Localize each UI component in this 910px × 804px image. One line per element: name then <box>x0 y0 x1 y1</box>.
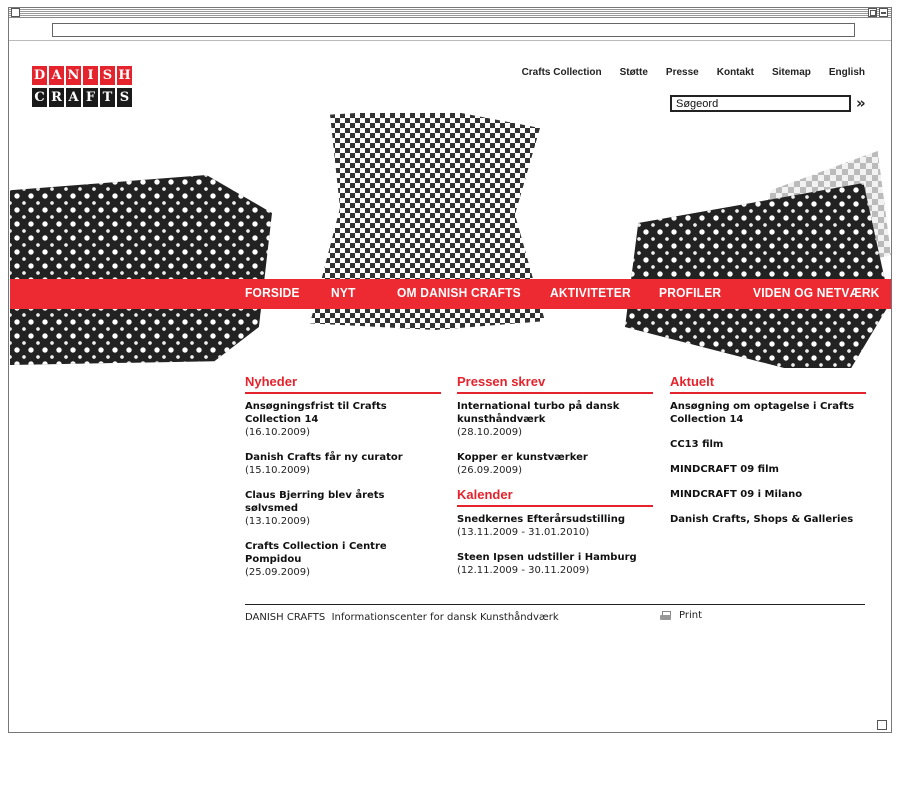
news-date: (15.10.2009) <box>245 465 311 476</box>
logo-letter: A <box>66 88 81 107</box>
close-box-icon[interactable] <box>11 8 20 17</box>
danish-crafts-logo[interactable] <box>32 66 132 110</box>
footer-divider <box>245 604 865 605</box>
news-title[interactable]: Claus Bjerring blev årets sølvsmed <box>245 490 385 514</box>
logo-row-crafts <box>32 88 132 107</box>
current-title[interactable]: MINDCRAFT 09 i Milano <box>670 489 803 500</box>
logo-letter: A <box>49 66 64 85</box>
calendar-heading: Kalender <box>457 487 653 507</box>
main-nav <box>245 286 880 300</box>
news-date: (25.09.2009) <box>245 567 311 578</box>
pillow-image-left <box>10 175 272 365</box>
address-bar[interactable] <box>52 23 855 37</box>
nav-link-stoette[interactable]: Støtte <box>619 67 648 78</box>
hero-banner <box>10 113 891 368</box>
current-item[interactable] <box>670 513 866 526</box>
calendar-item[interactable] <box>457 513 653 539</box>
current-heading: Aktuelt <box>670 374 866 394</box>
news-column <box>245 374 441 591</box>
news-date: (16.10.2009) <box>245 427 311 438</box>
news-item[interactable] <box>245 540 441 579</box>
main-nav-aktiviteter[interactable]: AKTIVITETER <box>550 285 631 301</box>
calendar-date: (12.11.2009 - 30.11.2009) <box>457 565 590 576</box>
logo-letter: R <box>49 88 64 107</box>
logo-letter: I <box>83 66 98 85</box>
browser-window <box>8 7 892 733</box>
title-bar[interactable] <box>9 8 891 18</box>
zoom-box-icon[interactable] <box>868 8 877 17</box>
press-date: (26.09.2009) <box>457 465 523 476</box>
press-heading: Pressen skrev <box>457 374 653 394</box>
main-nav-forside[interactable]: FORSIDE <box>245 285 300 301</box>
print-button[interactable] <box>660 610 702 621</box>
logo-letter: T <box>100 88 115 107</box>
press-column <box>457 374 653 589</box>
printer-icon <box>660 611 671 621</box>
nav-link-english[interactable]: English <box>828 67 865 78</box>
press-title[interactable]: Kopper er kunstværker <box>457 452 588 463</box>
news-heading: Nyheder <box>245 374 441 394</box>
press-item[interactable] <box>457 451 653 477</box>
main-nav-om-danish-crafts[interactable]: OM DANISH CRAFTS <box>397 285 521 301</box>
calendar-title[interactable]: Steen Ipsen udstiller i Hamburg <box>457 552 637 563</box>
current-item[interactable] <box>670 463 866 476</box>
footer-tagline: Informationscenter for dansk Kunsthåndværk <box>331 612 559 623</box>
resize-grip-icon[interactable] <box>877 720 887 730</box>
main-nav-viden-og-netvaerk[interactable]: VIDEN OG NETVÆRK <box>753 285 880 301</box>
search-input[interactable]: Søgeord <box>670 95 851 112</box>
search-submit-icon[interactable]: » <box>856 94 863 112</box>
news-item[interactable] <box>245 400 441 439</box>
collapse-box-icon[interactable] <box>879 8 888 17</box>
logo-letter: H <box>118 68 131 83</box>
logo-letter: F <box>83 88 98 107</box>
footer-org: DANISH CRAFTS <box>245 612 326 623</box>
current-title[interactable]: Danish Crafts, Shops & Galleries <box>670 514 854 525</box>
calendar-item[interactable] <box>457 551 653 577</box>
utility-nav <box>504 67 865 78</box>
current-item[interactable] <box>670 438 866 451</box>
logo-letter: C <box>32 88 47 107</box>
logo-row-danish <box>32 66 132 85</box>
print-label: Print <box>679 610 703 621</box>
pillow-image-right <box>625 183 890 368</box>
press-item[interactable] <box>457 400 653 439</box>
press-title[interactable]: International turbo på dansk kunsthåndværk <box>457 401 620 425</box>
news-title[interactable]: Ansøgningsfrist til Crafts Collection 14 <box>245 401 387 425</box>
news-item[interactable] <box>245 451 441 477</box>
current-title[interactable]: CC13 film <box>670 439 724 450</box>
nav-link-presse[interactable]: Presse <box>665 67 699 78</box>
nav-link-kontakt[interactable]: Kontakt <box>716 67 754 78</box>
nav-link-sitemap[interactable]: Sitemap <box>771 67 811 78</box>
news-date: (13.10.2009) <box>245 516 311 527</box>
logo-letter: S <box>100 66 115 85</box>
nav-link-crafts-collection[interactable]: Crafts Collection <box>521 67 602 78</box>
toolbar-divider <box>9 40 891 41</box>
footer-text <box>245 612 559 623</box>
current-column <box>670 374 866 538</box>
press-date: (28.10.2009) <box>457 427 523 438</box>
calendar-date: (13.11.2009 - 31.01.2010) <box>457 527 590 538</box>
main-nav-profiler[interactable]: PROFILER <box>659 285 722 301</box>
current-title[interactable]: Ansøgning om optagelse i Crafts Collection 14 <box>670 401 855 425</box>
calendar-title[interactable]: Snedkernes Efterårsudstilling <box>457 514 625 525</box>
news-title[interactable]: Crafts Collection i Centre Pompidou <box>245 541 387 565</box>
current-title[interactable]: MINDCRAFT 09 film <box>670 464 779 475</box>
logo-letter: N <box>67 68 80 83</box>
main-nav-nyt[interactable]: NYT <box>331 285 356 301</box>
news-item[interactable] <box>245 489 441 528</box>
current-item[interactable] <box>670 488 866 501</box>
logo-letter: D <box>33 68 46 83</box>
logo-letter: S <box>117 88 132 107</box>
current-item[interactable] <box>670 400 866 426</box>
news-title[interactable]: Danish Crafts får ny curator <box>245 452 403 463</box>
